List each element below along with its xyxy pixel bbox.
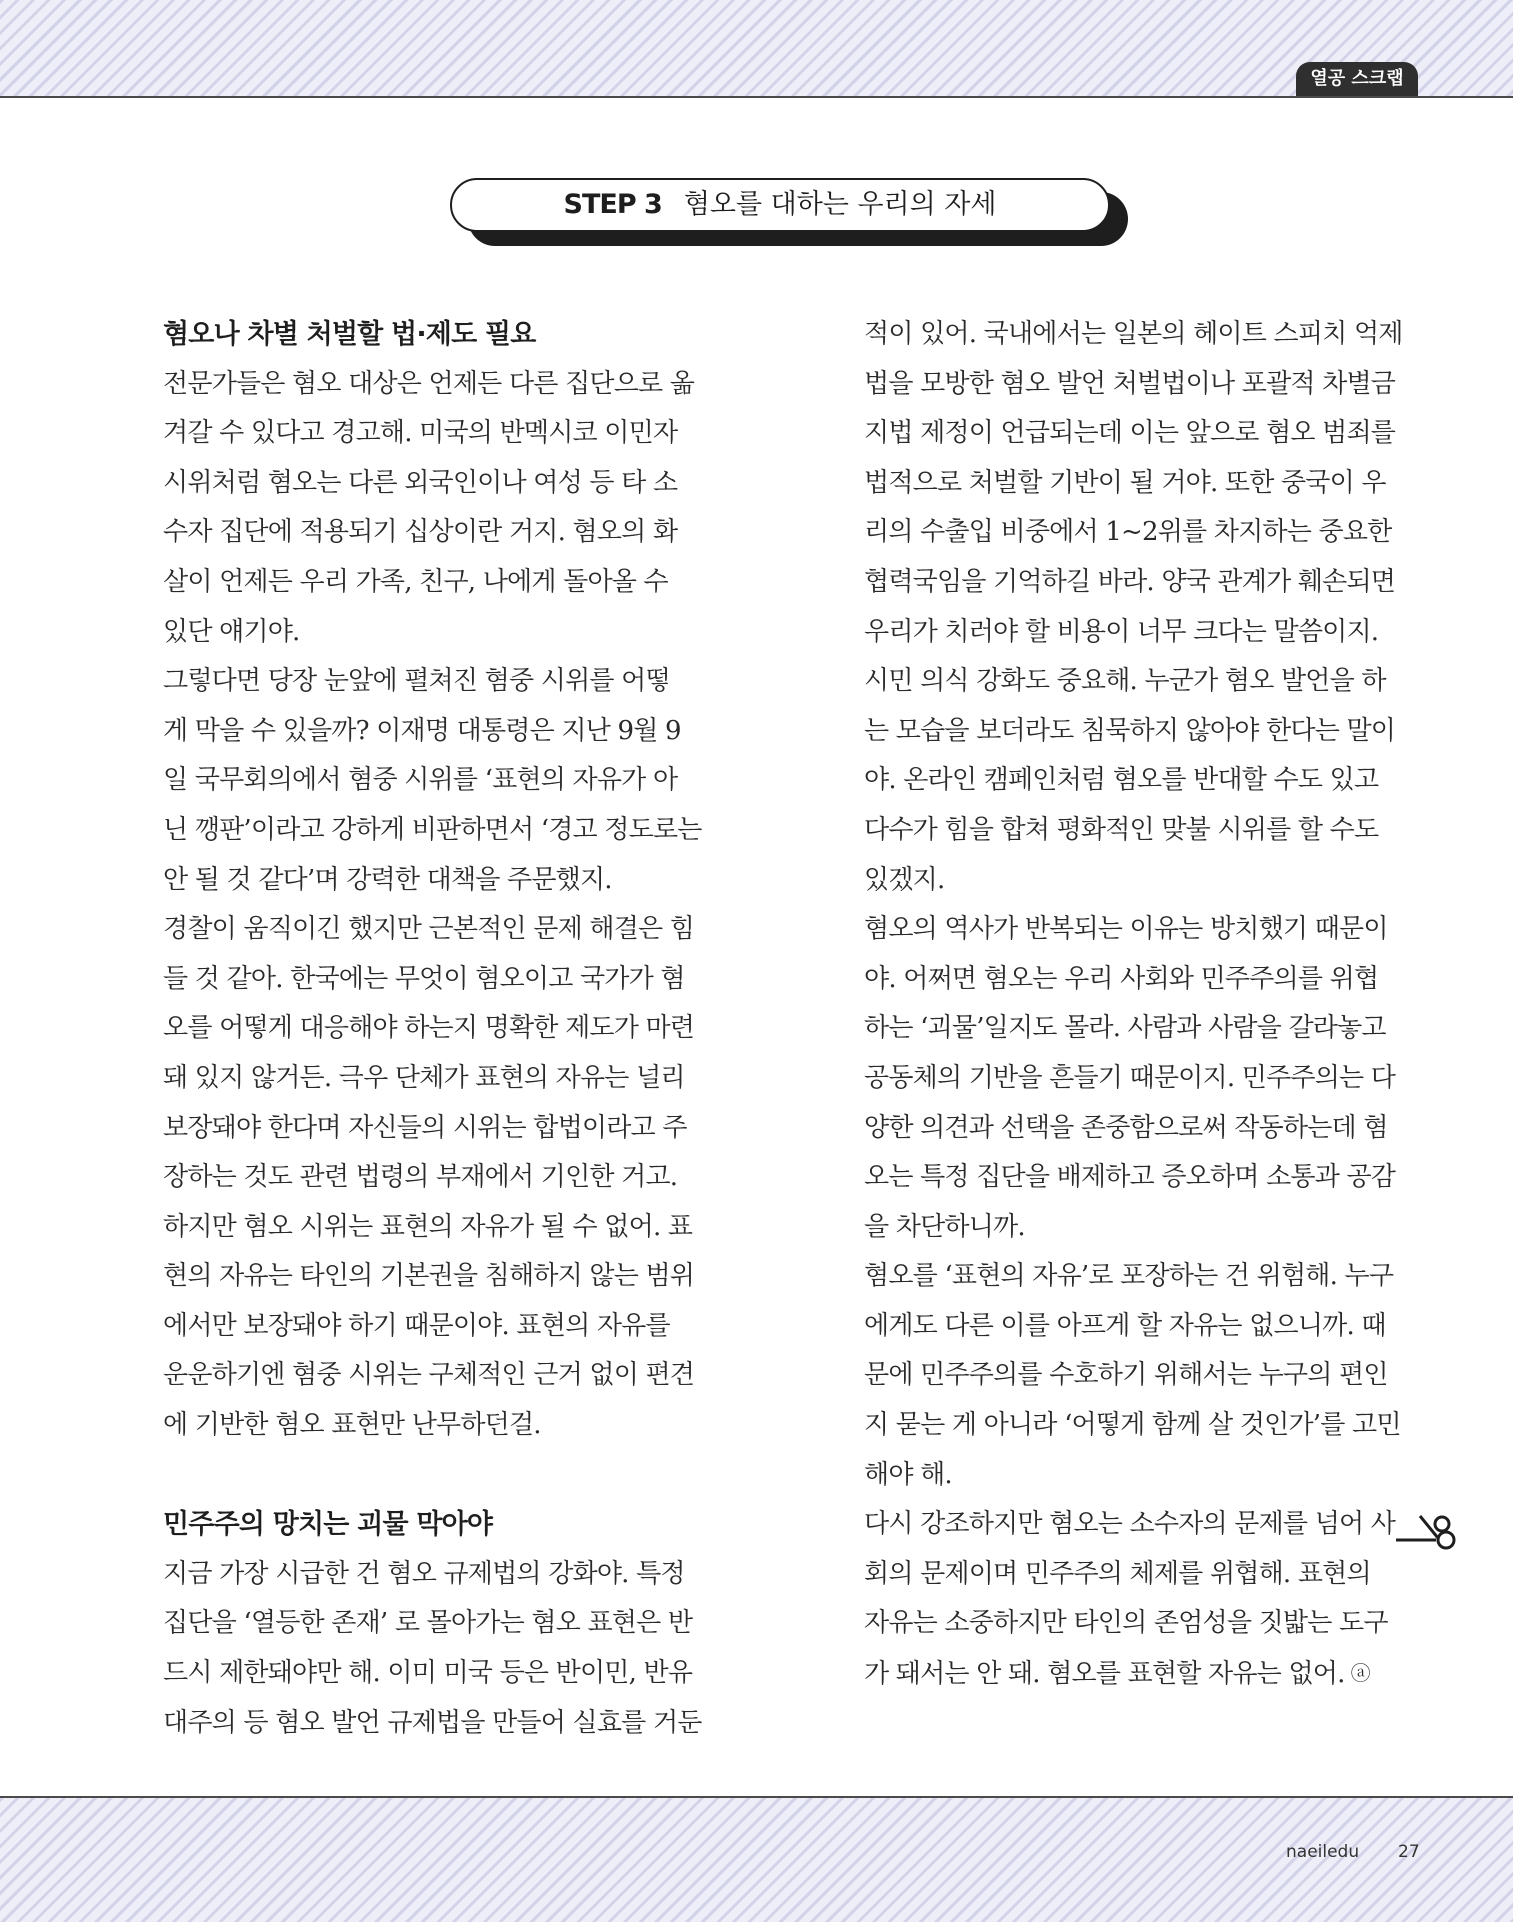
text-line: 협력국임을 기억하길 바라. 양국 관계가 훼손되면 (864, 566, 1396, 597)
text-line: 에게도 다른 이를 아프게 할 자유는 없으니까. 때 (864, 1310, 1386, 1341)
text-line: 적이 있어. 국내에서는 일본의 헤이트 스피치 억제 (864, 319, 1403, 349)
text-line: 혐오의 역사가 반복되는 이유는 방치했기 때문이 (864, 914, 1388, 945)
text-line: 일 국무회의에서 혐중 시위를 ‘표현의 자유가 아 (163, 765, 678, 796)
step-label: STEP 3 (563, 189, 662, 220)
text-line: 다시 강조하지만 혐오는 소수자의 문제를 넘어 사 (864, 1509, 1396, 1540)
step-banner (450, 178, 1132, 250)
publication-name: naeiledu (1286, 1842, 1360, 1862)
text-line: 오를 어떻게 대응해야 하는지 명확한 제도가 마련 (163, 1013, 695, 1044)
text-line: 안 될 것 같다’며 강력한 대책을 주문했지. (163, 864, 612, 895)
text-line: 수자 집단에 적용되기 십상이란 거지. 혐오의 화 (163, 517, 678, 548)
section-heading: 민주주의 망치는 괴물 막아야 (163, 1509, 493, 1541)
text-line: 그렇다면 당장 눈앞에 펼쳐진 혐중 시위를 어떻 (163, 666, 670, 697)
section-body (864, 310, 1419, 1699)
text-line: 장하는 것도 관련 법령의 부재에서 기인한 거고. (163, 1162, 678, 1193)
text-line: 지금 가장 시급한 건 혐오 규제법의 강화야. 특정 (163, 1558, 685, 1589)
text-line: 운운하기엔 혐중 시위는 구체적인 근거 없이 편견 (163, 1360, 695, 1391)
text-line: 전문가들은 혐오 대상은 언제든 다른 집단으로 옮 (163, 368, 695, 399)
scissors-icon (1396, 1510, 1464, 1550)
section-body (163, 1550, 718, 1748)
text-line: 현의 자유는 타인의 기본권을 침해하지 않는 범위 (163, 1261, 695, 1292)
text-line: 들 것 같아. 한국에는 무엇이 혐오이고 국가가 혐 (163, 963, 685, 994)
text-line: 에서만 보장돼야 하기 때문이야. 표현의 자유를 (163, 1310, 670, 1341)
text-line: 혐오를 ‘표현의 자유’로 포장하는 건 위험해. 누구 (864, 1261, 1394, 1292)
text-line: 시민 의식 강화도 중요해. 누군가 혐오 발언을 하 (864, 666, 1386, 697)
text-line: 하지만 혐오 시위는 표현의 자유가 될 수 없어. 표 (163, 1211, 693, 1242)
step-title: 혐오를 대하는 우리의 자세 (683, 189, 997, 220)
text-line: 지 묻는 게 아니라 ‘어떻게 함께 살 것인가’를 고민 (864, 1410, 1401, 1441)
text-line: 돼 있지 않거든. 극우 단체가 표현의 자유는 널리 (163, 1062, 685, 1093)
text-line: 있겠지. (864, 864, 945, 895)
text-line: 을 차단하니까. (864, 1211, 1025, 1242)
section-heading: 혐오나 차별 처벌할 법·제도 필요 (163, 319, 536, 350)
text-line: 게 막을 수 있을까? 이재명 대통령은 지난 9월 9 (163, 715, 681, 746)
text-line: 겨갈 수 있다고 경고해. 미국의 반멕시코 이민자 (163, 418, 678, 449)
text-line: 하는 ‘괴물’일지도 몰라. 사람과 사람을 갈라놓고 (864, 1013, 1386, 1044)
text-line: 가 돼서는 안 돼. 혐오를 표현할 자유는 없어. ⓐ (864, 1649, 1419, 1699)
text-line: 살이 언제든 우리 가족, 친구, 나에게 돌아올 수 (163, 566, 668, 597)
text-line: 에 기반한 혐오 표현만 난무하던걸. (163, 1410, 541, 1441)
text-line: 법적으로 처벌할 기반이 될 거야. 또한 중국이 우 (864, 467, 1386, 498)
text-line: 리의 수출입 비중에서 1~2위를 차지하는 중요한 (864, 517, 1392, 548)
section-body (163, 360, 718, 1451)
text-line: 대주의 등 혐오 발언 규제법을 만들어 실효를 거둔 (163, 1707, 702, 1738)
end-mark-icon: ⓐ (1350, 1661, 1370, 1686)
step-banner-box (450, 178, 1110, 232)
section-gap (163, 1451, 718, 1501)
text-line: 닌 깽판’이라고 강하게 비판하면서 ‘경고 정도로는 (163, 814, 702, 845)
text-line: 드시 제한돼야만 해. 이미 미국 등은 반이민, 반유 (163, 1658, 693, 1689)
left-column (163, 310, 718, 1748)
text-line: 오는 특정 집단을 배제하고 증오하며 소통과 공감 (864, 1162, 1396, 1193)
text-line: 시위처럼 혐오는 다른 외국인이나 여성 등 타 소 (163, 467, 678, 498)
text-line: 는 모습을 보더라도 침묵하지 않아야 한다는 말이 (864, 715, 1396, 746)
text-line: 문에 민주주의를 수호하기 위해서는 누구의 편인 (864, 1360, 1388, 1391)
text-line: 공동체의 기반을 흔들기 때문이지. 민주주의는 다 (864, 1062, 1396, 1093)
section-tag: 열공 스크랩 (1296, 62, 1418, 96)
top-stripe-band (0, 0, 1513, 98)
text-line: 지법 제정이 언급되는데 이는 앞으로 혐오 범죄를 (864, 418, 1396, 449)
text-line: 자유는 소중하지만 타인의 존엄성을 짓밟는 도구 (864, 1608, 1388, 1639)
text-line: 해야 해. (864, 1459, 952, 1490)
page-number: 27 (1398, 1842, 1420, 1862)
text-line: 야. 어쩌면 혐오는 우리 사회와 민주주의를 위협 (864, 963, 1379, 994)
text-line: 법을 모방한 혐오 발언 처벌법이나 포괄적 차별금 (864, 368, 1396, 399)
text-line: 경찰이 움직이긴 했지만 근본적인 문제 해결은 힘 (163, 914, 695, 945)
right-column (864, 310, 1419, 1699)
text-line: 집단을 ‘열등한 존재’ 로 몰아가는 혐오 표현은 반 (163, 1608, 693, 1639)
text-line: 양한 의견과 선택을 존중함으로써 작동하는데 혐 (864, 1112, 1388, 1143)
text-line: 다수가 힘을 합쳐 평화적인 맞불 시위를 할 수도 (864, 814, 1379, 845)
text-line: 보장돼야 한다며 자신들의 시위는 합법이라고 주 (163, 1112, 687, 1143)
text-line: 야. 온라인 캠페인처럼 혐오를 반대할 수도 있고 (864, 765, 1379, 796)
text-line: 회의 문제이며 민주주의 체제를 위협해. 표현의 (864, 1558, 1371, 1589)
text-line: 우리가 치러야 할 비용이 너무 크다는 말씀이지. (864, 616, 1379, 647)
text-line: 있단 얘기야. (163, 616, 300, 647)
